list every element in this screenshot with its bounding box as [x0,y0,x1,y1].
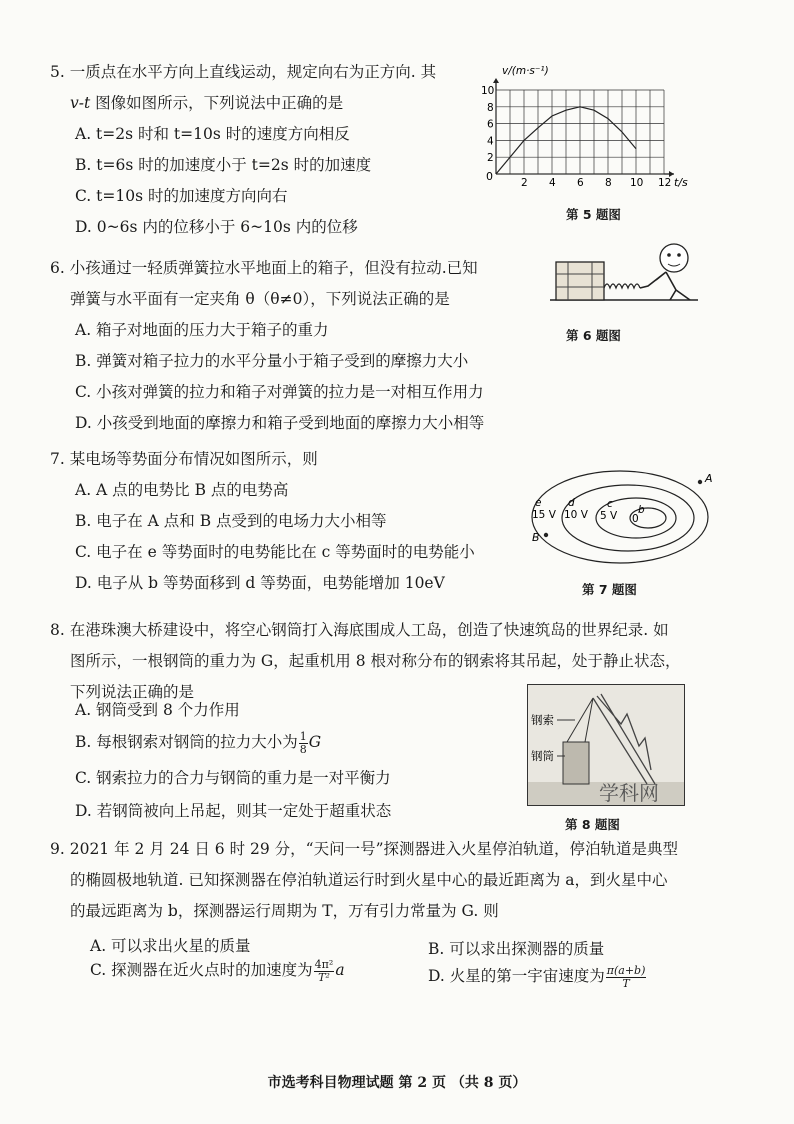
q8-fraction-den: 8 [299,742,307,756]
q8-option-c: C. 钢索拉力的合力与钢筒的重力是一对平衡力 [75,769,391,787]
steel-tube-icon [563,742,589,784]
point-a [698,480,702,484]
q5-vt: v-t [70,94,91,112]
chart-origin-label: 0 [486,170,493,183]
label-c-voltage: 5 V [600,510,618,522]
watermark: 学科网 [599,781,659,805]
q8-option-b [75,730,321,756]
y-tick-label: 10 [481,85,495,97]
q5-caption: 第 5 题图 [566,207,621,222]
label-e-voltage: 15 V [532,509,556,521]
q8-caption: 第 8 题图 [565,817,620,832]
q8-fraction-num: 1 [299,729,307,743]
q9-fraction-c [314,959,335,984]
q8-option-b-text: B. 每根钢索对钢筒的拉力大小为 [75,733,298,751]
q8-stem-line1: 8. 在港珠澳大桥建设中，将空心钢筒打入海底围成人工岛，创造了快速筑岛的世界纪录. 如 [50,621,669,639]
q9-fraction-d-den: T [622,976,630,990]
q5-option-d: D. 0~6s 内的位移小于 6~10s 内的位移 [75,218,358,236]
q7-caption: 第 7 题图 [582,582,637,597]
q8-option-a: A. 钢筒受到 8 个力作用 [75,701,240,719]
x-tick-label: 12 [658,177,672,189]
y-tick-label: 8 [487,101,494,114]
q6-option-c: C. 小孩对弹簧的拉力和箱子对弹簧的拉力是一对相互作用力 [75,383,484,401]
q5-option-c: C. t=10s 时的加速度方向向右 [75,187,288,205]
q9-option-c-text: C. 探测器在近火点时的加速度为 [90,961,313,979]
spring-icon [604,284,640,288]
q5-stem-line2-text: 图像如图所示，下列说法中正确的是 [90,94,344,112]
q8-option-d: D. 若钢筒被向上吊起，则其一定处于超重状态 [75,802,392,820]
q7-figure-equipotential [524,462,724,572]
q5-stem-line2 [70,91,343,113]
x-tick-label: 10 [630,177,644,189]
x-tick-label: 4 [549,177,556,189]
q5-option-b: B. t=6s 时的加速度小于 t=2s 时的加速度 [75,156,372,174]
chart-xlabel: t/s [674,176,688,189]
q7-option-c: C. 电子在 e 等势面时的电势能比在 c 等势面时的电势能小 [75,543,475,561]
label-b-voltage: 0 [632,513,639,525]
q6-option-a: A. 箱子对地面的压力大于箱子的重力 [75,321,329,339]
q6-stem-line1: 6. 小孩通过一轻质弹簧拉水平地面上的箱子，但没有拉动.已知 [50,259,478,277]
label-c: c [607,498,613,510]
label-d-voltage: 10 V [564,509,588,521]
q9-option-b: B. 可以求出探测器的质量 [428,940,605,958]
q8-stem-line3: 下列说法正确的是 [70,683,195,701]
label-tube: 钢筒 [531,749,554,763]
q8-fraction [299,731,308,756]
y-axis-arrowhead [493,78,499,83]
y-tick-label: 6 [487,118,494,131]
point-b [544,533,548,537]
q6-caption: 第 6 题图 [566,328,621,343]
q9-stem-line1: 9. 2021 年 2 月 24 日 6 时 29 分，“天问一号”探测器进入火星停泊轨道，停泊轨道是典型 [50,840,679,858]
label-b: b [638,504,645,516]
q7-option-d: D. 电子从 b 等势面移到 d 等势面，电势能增加 10eV [75,574,445,592]
label-cable: 钢索 [531,713,554,727]
y-tick-label: 2 [487,152,494,165]
q8-figure-crane-photo [527,684,685,806]
q9-fraction-d-num: π(a+b) [606,963,646,977]
q9-fraction-d [606,965,647,990]
chart-grid [493,78,674,177]
label-point-a: A [705,472,713,485]
q5-stem-line1: 5. 一质点在水平方向上直线运动，规定向右为正方向. 其 [50,63,437,81]
label-e: e [535,497,542,509]
q6-option-d: D. 小孩受到地面的摩擦力和箱子受到地面的摩擦力大小相等 [75,414,485,432]
q6-option-b: B. 弹簧对箱子拉力的水平分量小于箱子受到的摩擦力大小 [75,352,469,370]
child-body-icon [640,272,690,300]
label-point-b: B [532,531,540,544]
x-tick-label: 6 [577,177,584,189]
y-tick-label: 4 [487,135,494,148]
q9-option-a: A. 可以求出火星的质量 [90,937,251,955]
box-icon [556,262,604,300]
x-tick-label: 8 [605,177,612,189]
q7-option-b: B. 电子在 A 点和 B 点受到的电场力大小相等 [75,512,387,530]
q7-option-a: A. A 点的电势比 B 点的电势高 [75,481,289,499]
q6-stem-line2: 弹簧与水平面有一定夹角 θ（θ≠0），下列说法正确的是 [70,290,450,308]
q9-stem-line2: 的椭圆极地轨道. 已知探测器在停泊轨道运行时到火星中心的最近距离为 a，到火星中心 [70,871,668,889]
chart-ylabel: v/(m·s⁻¹) [502,65,549,77]
label-d: d [568,497,575,509]
x-tick-label: 2 [521,177,528,189]
q9-fraction-c-num: 4π² [314,957,334,971]
q7-stem-line1: 7. 某电场等势面分布情况如图所示，则 [50,450,318,468]
q9-fraction-c-den: T² [318,970,330,984]
q9-option-c [90,958,345,984]
q5-option-a: A. t=2s 时和 t=10s 时的速度方向相反 [75,125,350,143]
q6-figure-child-spring-box [548,240,708,310]
q8-stem-line2: 图所示，一根钢筒的重力为 G，起重机用 8 根对称分布的钢索将其吊起，处于静止状态， [70,652,681,670]
page-footer: 市选考科目物理试题 第 2 页 （共 8 页） [267,1075,527,1091]
q9-stem-line3: 的最远距离为 b，探测器运行周期为 T，万有引力常量为 G. 则 [70,902,499,920]
q9-option-c-a: a [335,961,345,979]
q8-option-b-g: G [308,733,322,751]
vt-chart [474,62,694,202]
child-head-icon [660,244,688,272]
q9-option-d-text: D. 火星的第一宇宙速度为 [428,967,605,985]
q9-option-d [428,964,647,990]
